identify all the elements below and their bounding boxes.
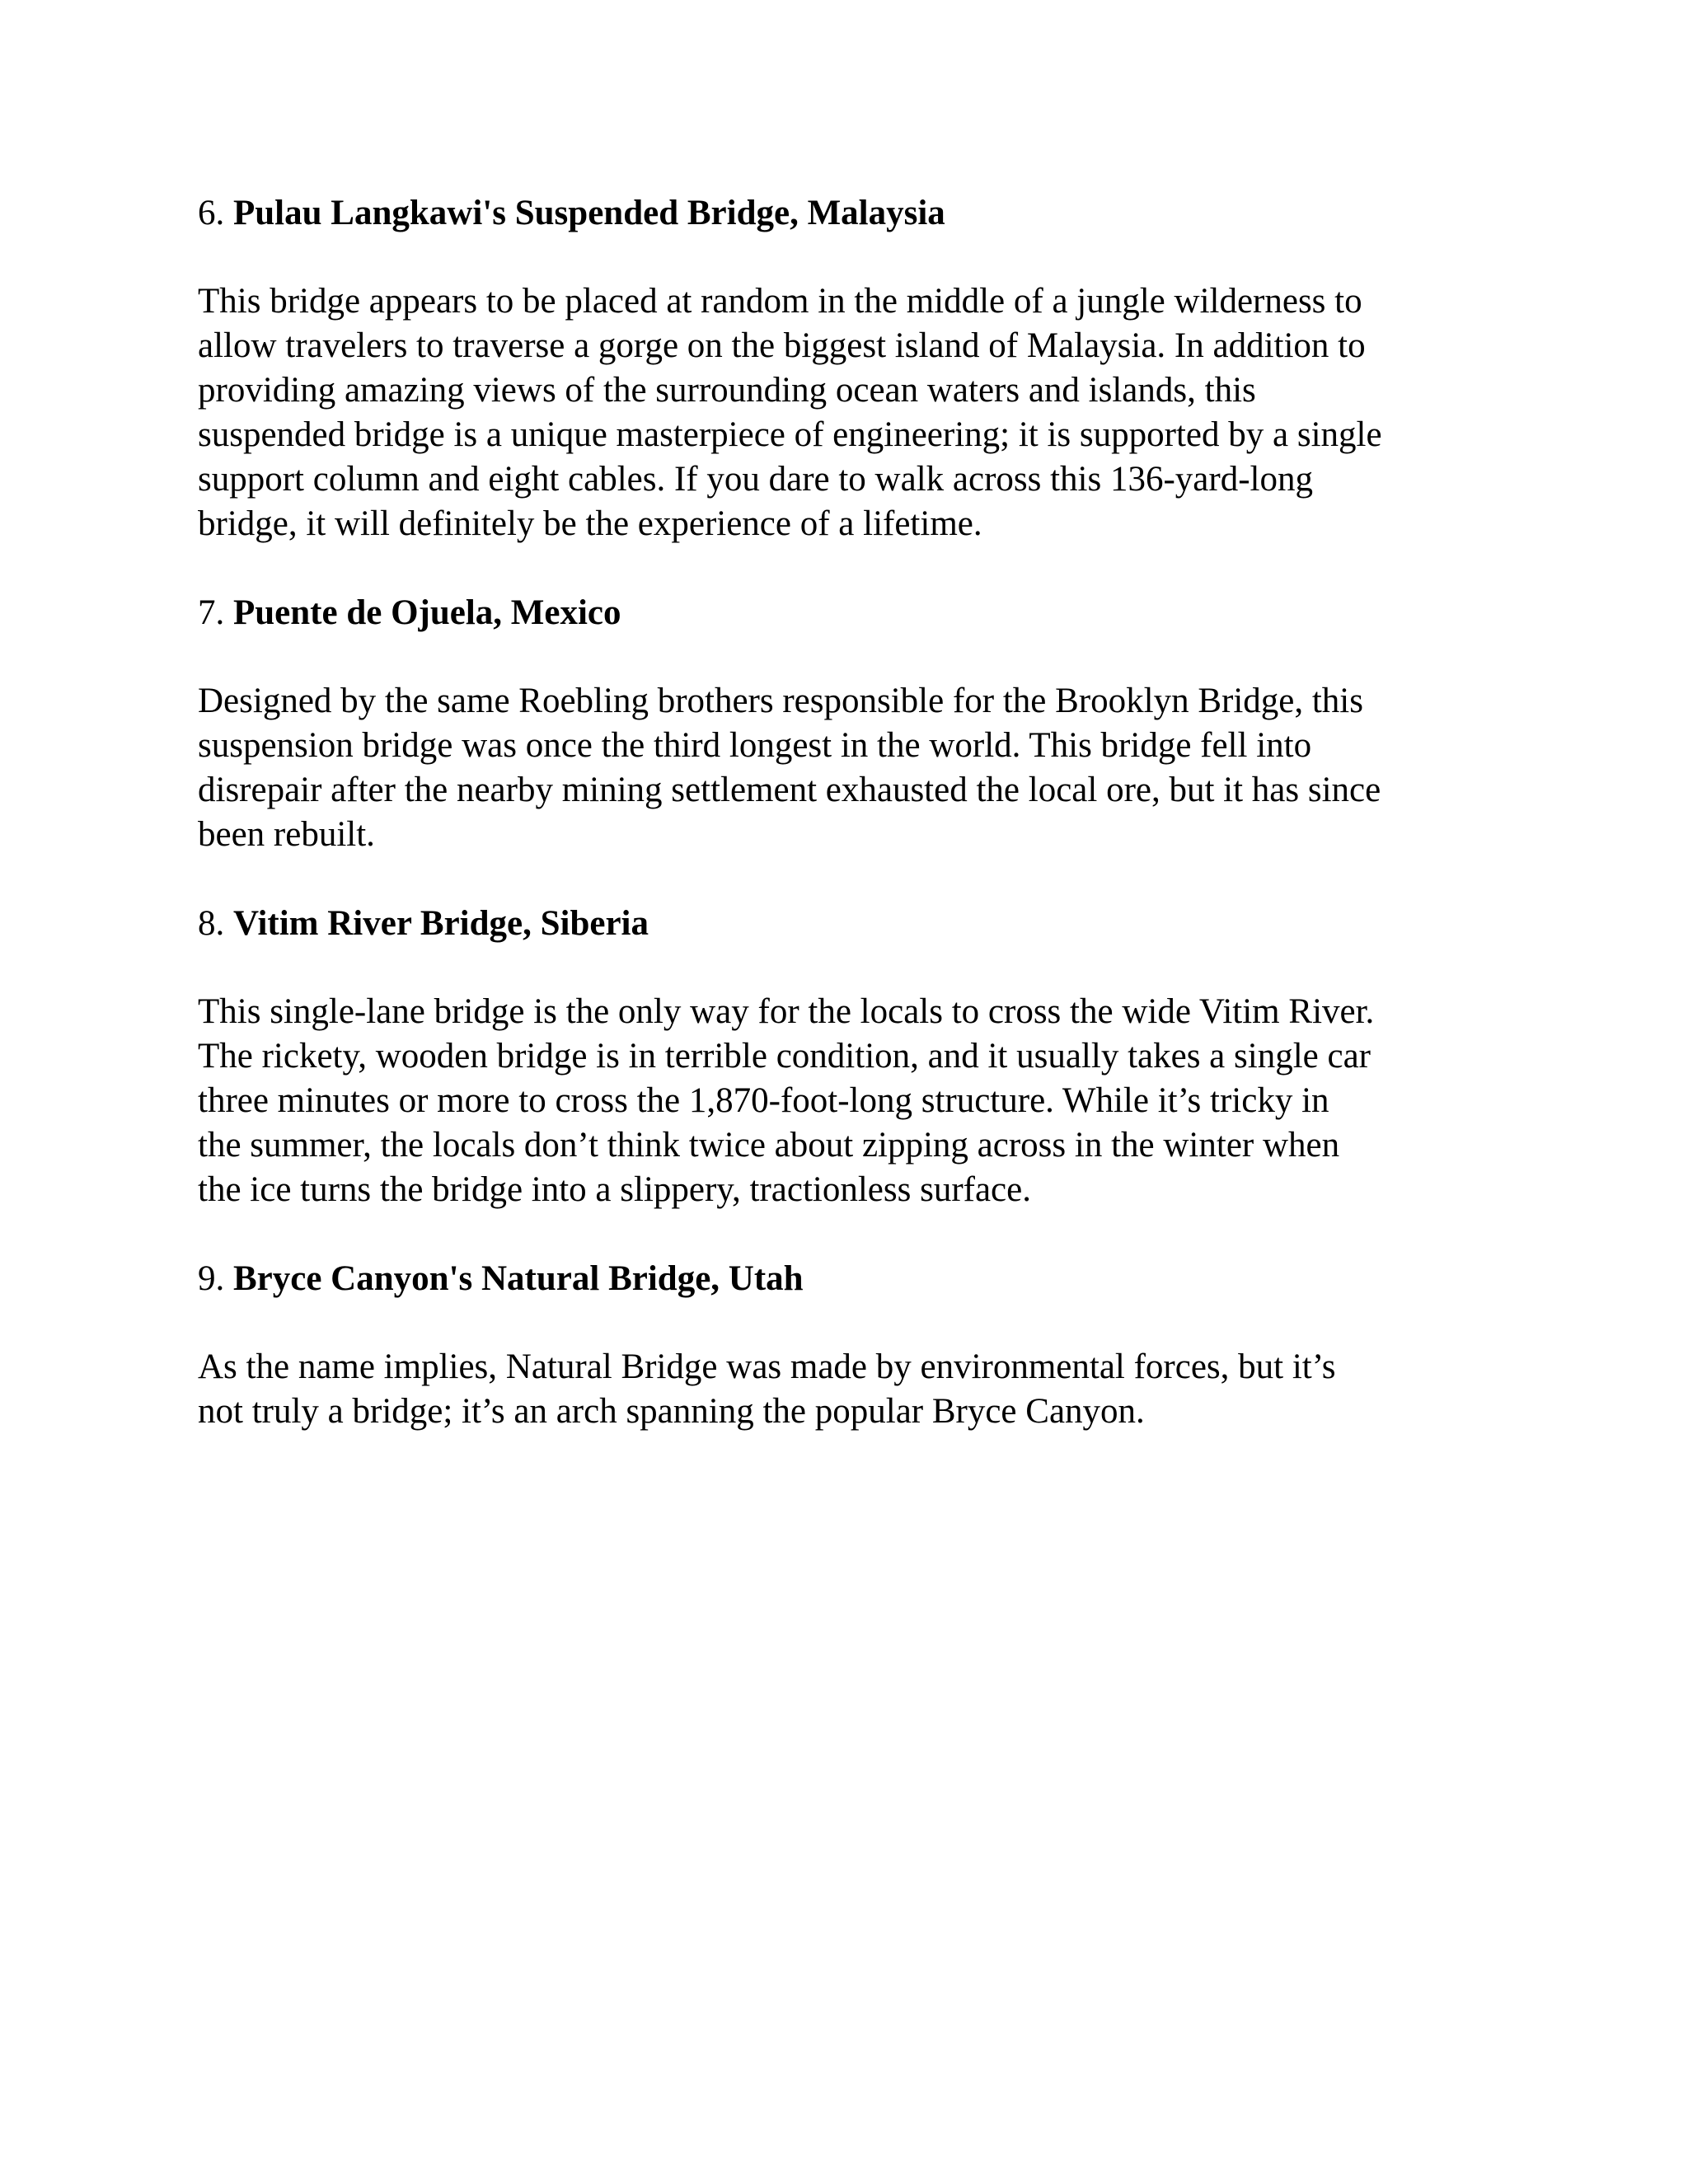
entry-title: Vitim River Bridge, Siberia (233, 904, 649, 943)
entry-7 (198, 591, 1517, 857)
body-line: As the name implies, Natural Bridge was made by environmental forces, but it’s (198, 1347, 1336, 1386)
entry-heading (198, 1257, 1517, 1301)
entry-number: 6. (198, 194, 225, 232)
body-line: suspension bridge was once the third longest in the world. This bridge fell into (198, 726, 1312, 765)
body-line: the summer, the locals don’t think twice about zipping across in the winter when (198, 1126, 1340, 1165)
body-line: allow travelers to traverse a gorge on the biggest island of Malaysia. In addition to (198, 326, 1366, 365)
entry-body (198, 679, 1517, 857)
entry-number: 9. (198, 1259, 225, 1298)
entry-heading (198, 902, 1517, 946)
body-line: not truly a bridge; it’s an arch spanning the popular Bryce Canyon. (198, 1392, 1145, 1431)
entry-number: 8. (198, 904, 225, 943)
body-line: the ice turns the bridge into a slippery, tractionless surface. (198, 1170, 1031, 1209)
body-line: been rebuilt. (198, 815, 375, 854)
body-line: three minutes or more to cross the 1,870-foot-long structure. While it’s tricky in (198, 1081, 1329, 1120)
body-line: bridge, it will definitely be the experience of a lifetime. (198, 504, 982, 543)
entry-title: Bryce Canyon's Natural Bridge, Utah (233, 1259, 804, 1298)
body-line: support column and eight cables. If you dare to walk across this 136-yard-long (198, 460, 1313, 499)
entry-number: 7. (198, 593, 225, 632)
entry-body (198, 1345, 1517, 1434)
entry-6 (198, 191, 1517, 546)
body-line: Designed by the same Roebling brothers responsible for the Brooklyn Bridge, this (198, 682, 1363, 720)
entry-body (198, 990, 1517, 1212)
document-page (198, 191, 1517, 1479)
body-line: This bridge appears to be placed at random in the middle of a jungle wilderness to (198, 282, 1362, 321)
entry-title: Puente de Ojuela, Mexico (233, 593, 621, 632)
entry-title: Pulau Langkawi's Suspended Bridge, Malaysia (233, 194, 945, 232)
body-line: providing amazing views of the surrounding ocean waters and islands, this (198, 371, 1256, 410)
entry-9 (198, 1257, 1517, 1434)
body-line: suspended bridge is a unique masterpiece of engineering; it is supported by a single (198, 415, 1382, 454)
entry-heading (198, 191, 1517, 236)
entry-body (198, 279, 1517, 546)
body-line: The rickety, wooden bridge is in terrible condition, and it usually takes a single car (198, 1037, 1371, 1076)
body-line: This single-lane bridge is the only way for the locals to cross the wide Vitim River. (198, 992, 1375, 1031)
entry-8 (198, 902, 1517, 1212)
entry-heading (198, 591, 1517, 635)
body-line: disrepair after the nearby mining settlement exhausted the local ore, but it has since (198, 771, 1381, 809)
